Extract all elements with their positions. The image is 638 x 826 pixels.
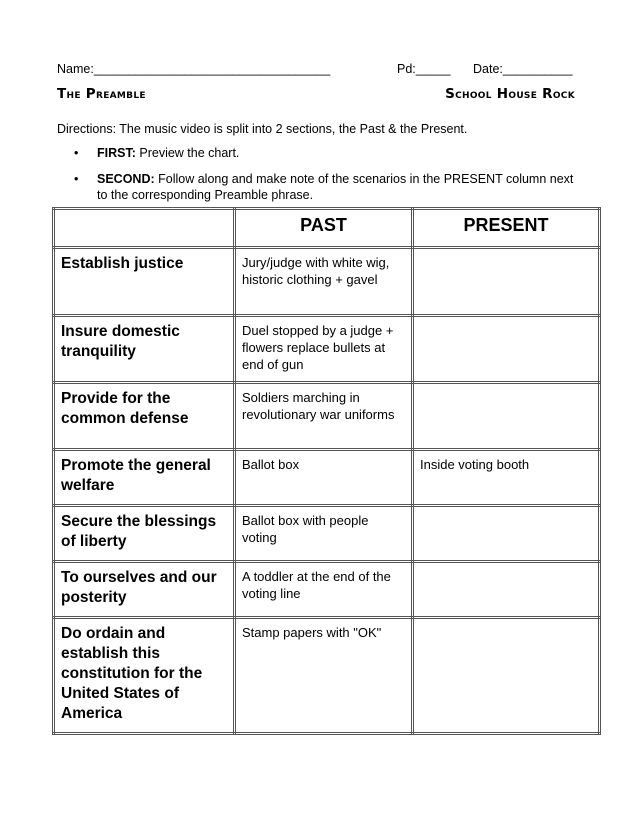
- instruction-first: [57, 145, 577, 161]
- phrase-cell: Promote the general welfare: [54, 450, 235, 506]
- title-row: [57, 86, 575, 108]
- date-field[interactable]: Date:__________: [473, 62, 573, 76]
- table-row: [54, 618, 600, 734]
- instruction-list: [57, 145, 577, 213]
- past-cell: Stamp papers with "OK": [235, 618, 413, 734]
- past-cell: Ballot box: [235, 450, 413, 506]
- present-cell[interactable]: Inside voting booth: [413, 450, 600, 506]
- present-cell[interactable]: [413, 562, 600, 618]
- present-cell[interactable]: [413, 618, 600, 734]
- table-row: [54, 450, 600, 506]
- instruction-text: Preview the chart.: [135, 146, 240, 160]
- header-cell-phrase: [54, 209, 235, 248]
- instruction-lead: SECOND:: [97, 172, 155, 186]
- present-cell[interactable]: [413, 316, 600, 383]
- phrase-cell: Secure the blessings of liberty: [54, 506, 235, 562]
- phrase-cell: To ourselves and our posterity: [54, 562, 235, 618]
- worksheet-subtitle: School House Rock: [445, 86, 575, 102]
- phrase-cell: Do ordain and establish this constitution for the United States of America: [54, 618, 235, 734]
- table-row: [54, 248, 600, 316]
- worksheet-title: The Preamble: [57, 86, 146, 102]
- preamble-chart: [52, 207, 601, 735]
- past-cell: Duel stopped by a judge + flowers replace bullets at end of gun: [235, 316, 413, 383]
- header-cell-present: PRESENT: [413, 209, 600, 248]
- phrase-cell: Insure domestic tranquility: [54, 316, 235, 383]
- directions-text: Directions: The music video is split into 2 sections, the Past & the Present.: [57, 122, 468, 136]
- instruction-lead: FIRST:: [97, 146, 136, 160]
- name-field[interactable]: Name:__________________________________: [57, 62, 331, 76]
- phrase-cell: Establish justice: [54, 248, 235, 316]
- past-cell: A toddler at the end of the voting line: [235, 562, 413, 618]
- phrase-cell: Provide for the common defense: [54, 383, 235, 450]
- past-cell: Jury/judge with white wig, historic clothing + gavel: [235, 248, 413, 316]
- past-cell: Soldiers marching in revolutionary war uniforms: [235, 383, 413, 450]
- past-cell: Ballot box with people voting: [235, 506, 413, 562]
- period-field[interactable]: Pd:_____: [397, 62, 451, 76]
- worksheet-header: [57, 62, 577, 78]
- present-cell[interactable]: [413, 383, 600, 450]
- table-row: [54, 562, 600, 618]
- instruction-text: Follow along and make note of the scenarios in the PRESENT column next to the corresponding Preamble phrase.: [97, 172, 574, 202]
- table-row: [54, 383, 600, 450]
- table-row: [54, 316, 600, 383]
- bullet-icon: •: [74, 172, 79, 186]
- present-cell[interactable]: [413, 248, 600, 316]
- table-row: [54, 506, 600, 562]
- instruction-second: [57, 171, 577, 203]
- table-header-row: [54, 209, 600, 248]
- header-cell-past: PAST: [235, 209, 413, 248]
- bullet-icon: •: [74, 146, 79, 160]
- present-cell[interactable]: [413, 506, 600, 562]
